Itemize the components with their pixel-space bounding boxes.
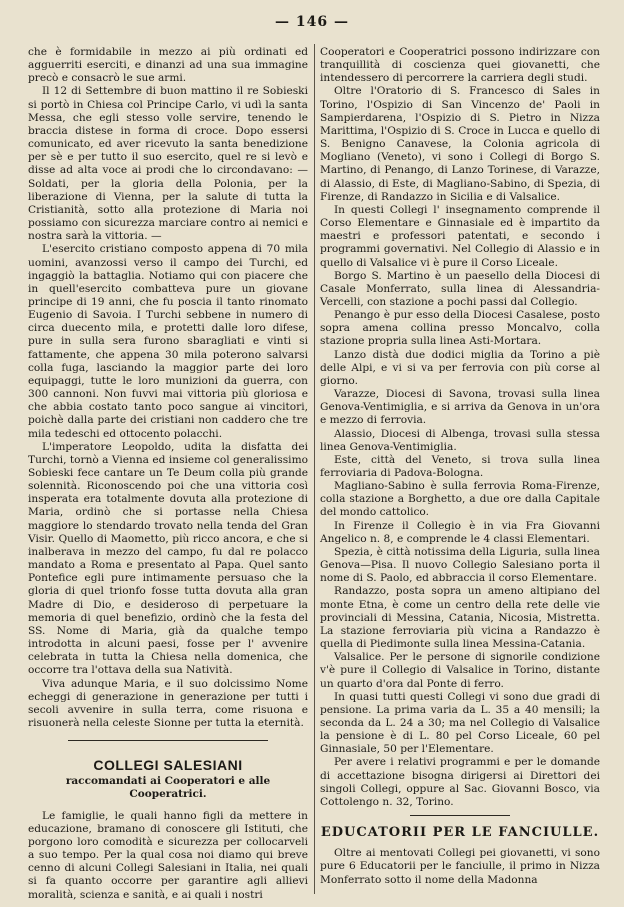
paragraph: Varazze, Diocesi di Savona, trovasi sulla linea Genova-Ventimiglia, e si arriva da Genova in un'ora e mezzo di ferrovia. [320, 388, 600, 427]
column-divider [314, 44, 315, 894]
paragraph: Il 12 di Settembre di buon mattino il re Sobieski si portò in Chiesa col Principe Carlo, vi udì la santa Messa, che egli stesso volle servire, tenendo le braccia distese in forma di croce. Dopo essersi comunicato, ed aver ricevuto la santa benedizione per sè e per tutto il suo esercito, quel re si levò e disse ad alta voce ai prodi che lo circondavano: — Soldati, per la gloria della Polonia, per la liberazione di Vienna, per la salute di tutta la Cristianità, sotto alla protezione di Maria noi possiamo con sicurezza marciare contro ai nemici e nostra sarà la vittoria. — [28, 85, 308, 243]
paragraph: Este, città del Veneto, si trova sulla linea ferroviaria di Padova-Bologna. [320, 453, 600, 479]
paragraph: Valsalice. Per le persone di signorile condizione v'è pure il Collegio di Valsalice in Torino, distante un quarto d'ora dal Ponte di ferro. [320, 651, 600, 690]
paragraph: In Firenze il Collegio è in via Fra Giovanni Angelico n. 8, e comprende le 4 classi Elementari. [320, 519, 600, 545]
paragraph: Oltre ai mentovati Collegi pei giovanetti, vi sono pure 6 Educatorii per le fanciulle, il primo in Nizza Monferrato sotto il nome della Madonna [320, 847, 600, 886]
paragraph: Viva adunque Maria, e il suo dolcissimo Nome echeggi di generazione in generazione per tutti i secoli avvenire in sulla terra, come risuona e risuonerà nella celeste Sionne per tutta la eternità. [28, 677, 308, 729]
section-subtitle: raccomandati ai Cooperatori e alle Cooperatrici. [65, 775, 271, 801]
paragraph: Lanzo distà due dodici miglia da Torino a piè delle Alpi, e vi si va per ferrovia con più corse al giorno. [320, 348, 600, 387]
section-title: EDUCATORII PER LE FANCIULLE. [320, 825, 600, 841]
right-column [320, 46, 600, 887]
section-rule [410, 815, 510, 816]
paragraph: Le famiglie, le quali hanno figli da mettere in educazione, bramano di conoscere gli Istituti, che porgono loro comodità e sicurezza per collocarveli a suo tempo. Per la qual cosa noi diamo qui breve cenno di alcuni Collegi Salesiani in Italia, nei quali si fa quanto occorre per garantire agli allievi moralità, scienza e sanità, e ai quali i nostri [28, 809, 308, 901]
paragraph: In questi Collegi l' insegnamento comprende il Corso Elementare e Ginnasiale ed è impartito da maestri e professori patentati, e secondo i programmi governativi. Nel Collegio di Alassio e in quello di Valsalice vi è pure il Corso Liceale. [320, 203, 600, 269]
page-number: — 146 — [275, 14, 349, 30]
paragraph: Magliano-Sabino è sulla ferrovia Roma-Firenze, colla stazione a Borghetto, a due ore dalla Capitale del mondo cattolico. [320, 480, 600, 519]
paragraph: Oltre l'Oratorio di S. Francesco di Sales in Torino, l'Ospizio di San Vincenzo de' Paoli in Sampierdarena, l'Ospizio di S. Pietro in Nizza Marittima, l'Ospizio di S. Croce in Lucca e quello di S. Benigno Canavese, la Colonia agricola di Mogliano (Veneto), vi sono i Collegi di Borgo S. Martino, di Penango, di Lanzo Torinese, di Varazze, di Alassio, di Este, di Magliano-Sabino, di Spezia, di Firenze, di Randazzo in Sicilia e di Valsalice. [320, 85, 600, 203]
paragraph: Penango è pur esso della Diocesi Casalese, posto sopra amena collina presso Moncalvo, colla stazione propria sulla linea Asti-Mortara. [320, 309, 600, 348]
paragraph: In quasi tutti questi Collegi vi sono due gradi di pensione. La prima varia da L. 35 a 40 mensili; la seconda da L. 24 a 30; ma nel Collegio di Valsalice la pensione è di L. 80 pel Corso Liceale, 60 pel Ginnasiale, 50 per l'Elementare. [320, 690, 600, 756]
paragraph: Spezia, è città notissima della Liguria, sulla linea Genova—Pisa. Il nuovo Collegio Salesiano porta il nome di S. Paolo, ed abbraccia il corso Elementare. [320, 545, 600, 585]
paragraph: Alassio, Diocesi di Albenga, trovasi sulla stessa linea Genova-Ventimiglia. [320, 427, 600, 453]
paragraph: L'esercito cristiano composto appena di 70 mila uomini, avanzossi verso il campo dei Turchi, ed ingaggiò la battaglia. Notiamo qui con piacere che in quell'esercito combatteva pure un giovane principe di 19 anni, che fu poscia il tanto rinomato Eugenio di Savoia. I Turchi sebbene in numero di circa duecento mila, e protetti dalle loro difese, pure in sulla sera furono sbaragliati e vinti si fattamente, che appena 30 mila poterono salvarsi colla fuga, lasciando la maggior parte dei loro equipaggi, tutte le loro munizioni da guerra, con 300 cannoni. Non fuvvi mai vittoria più gloriosa e che abbia costato tanto poco sangue ai vincitori, poichè dalla parte dei cristiani non caddero che tre mila tedeschi ed ottocento polacchi. [28, 243, 308, 440]
paragraph: che è formidabile in mezzo ai più ordinati ed agguerriti eserciti, e dinanzi ad una sua immagine precò e consacrò le sue armi. [28, 46, 308, 85]
section-title: COLLEGI SALESIANI [93, 757, 243, 774]
paragraph: Randazzo, posta sopra un ameno altipiano del monte Etna, è come un centro della rete delle vie provinciali di Messina, Catania, Nicosia, Mistretta. La stazione ferroviaria più vicina a Randazzo è quella di Piedimonte sulla linea Messina-Catania. [320, 585, 600, 651]
left-column [28, 46, 308, 902]
section-rule [68, 740, 268, 741]
paragraph: L'imperatore Leopoldo, udita la disfatta dei Turchi, tornò a Vienna ed insieme col generalissimo Sobieski fece cantare un Te Deum colla più grande solennità. Riconoscendo poi che una vittoria così insperata era totalmente dovuta alla protezione di Maria, ordinò che si portasse nella Chiesa maggiore lo stendardo trovato nella tenda del Gran Visir. Quello di Maometto, più ricco ancora, e che si inalberava in mezzo del campo, fu dal re polacco mandato a Roma e presentato al Papa. Quel santo Pontefice egli pure intimamente persuaso che la gloria di quel trionfo fosse tutta dovuta alla gran Madre di Dio, e desideroso di perpetuare la memoria di quel benefizio, ordinò che la festa del SS. Nome di Maria, già da qualche tempo introdotta in alcuni paesi, fosse per l' avvenire celebrata in tutta la Chiesa nella domenica, che occorre tra l'ottava della sua Natività. [28, 440, 308, 677]
paragraph: Borgo S. Martino è un paesello della Diocesi di Casale Monferrato, sulla linea di Alessandria-Vercelli, con stazione a pochi passi dal Collegio. [320, 269, 600, 308]
paragraph: Cooperatori e Cooperatrici possono indirizzare con tranquillità di coscienza quei giovanetti, che intendessero di percorrere la carriera degli studi. [320, 46, 600, 85]
paragraph: Per avere i relativi programmi e per le domande di accettazione bisogna dirigersi ai Direttori dei singoli Collegi, oppure al Sac. Giovanni Bosco, via Cottolengo n. 32, Torino. [320, 756, 600, 808]
